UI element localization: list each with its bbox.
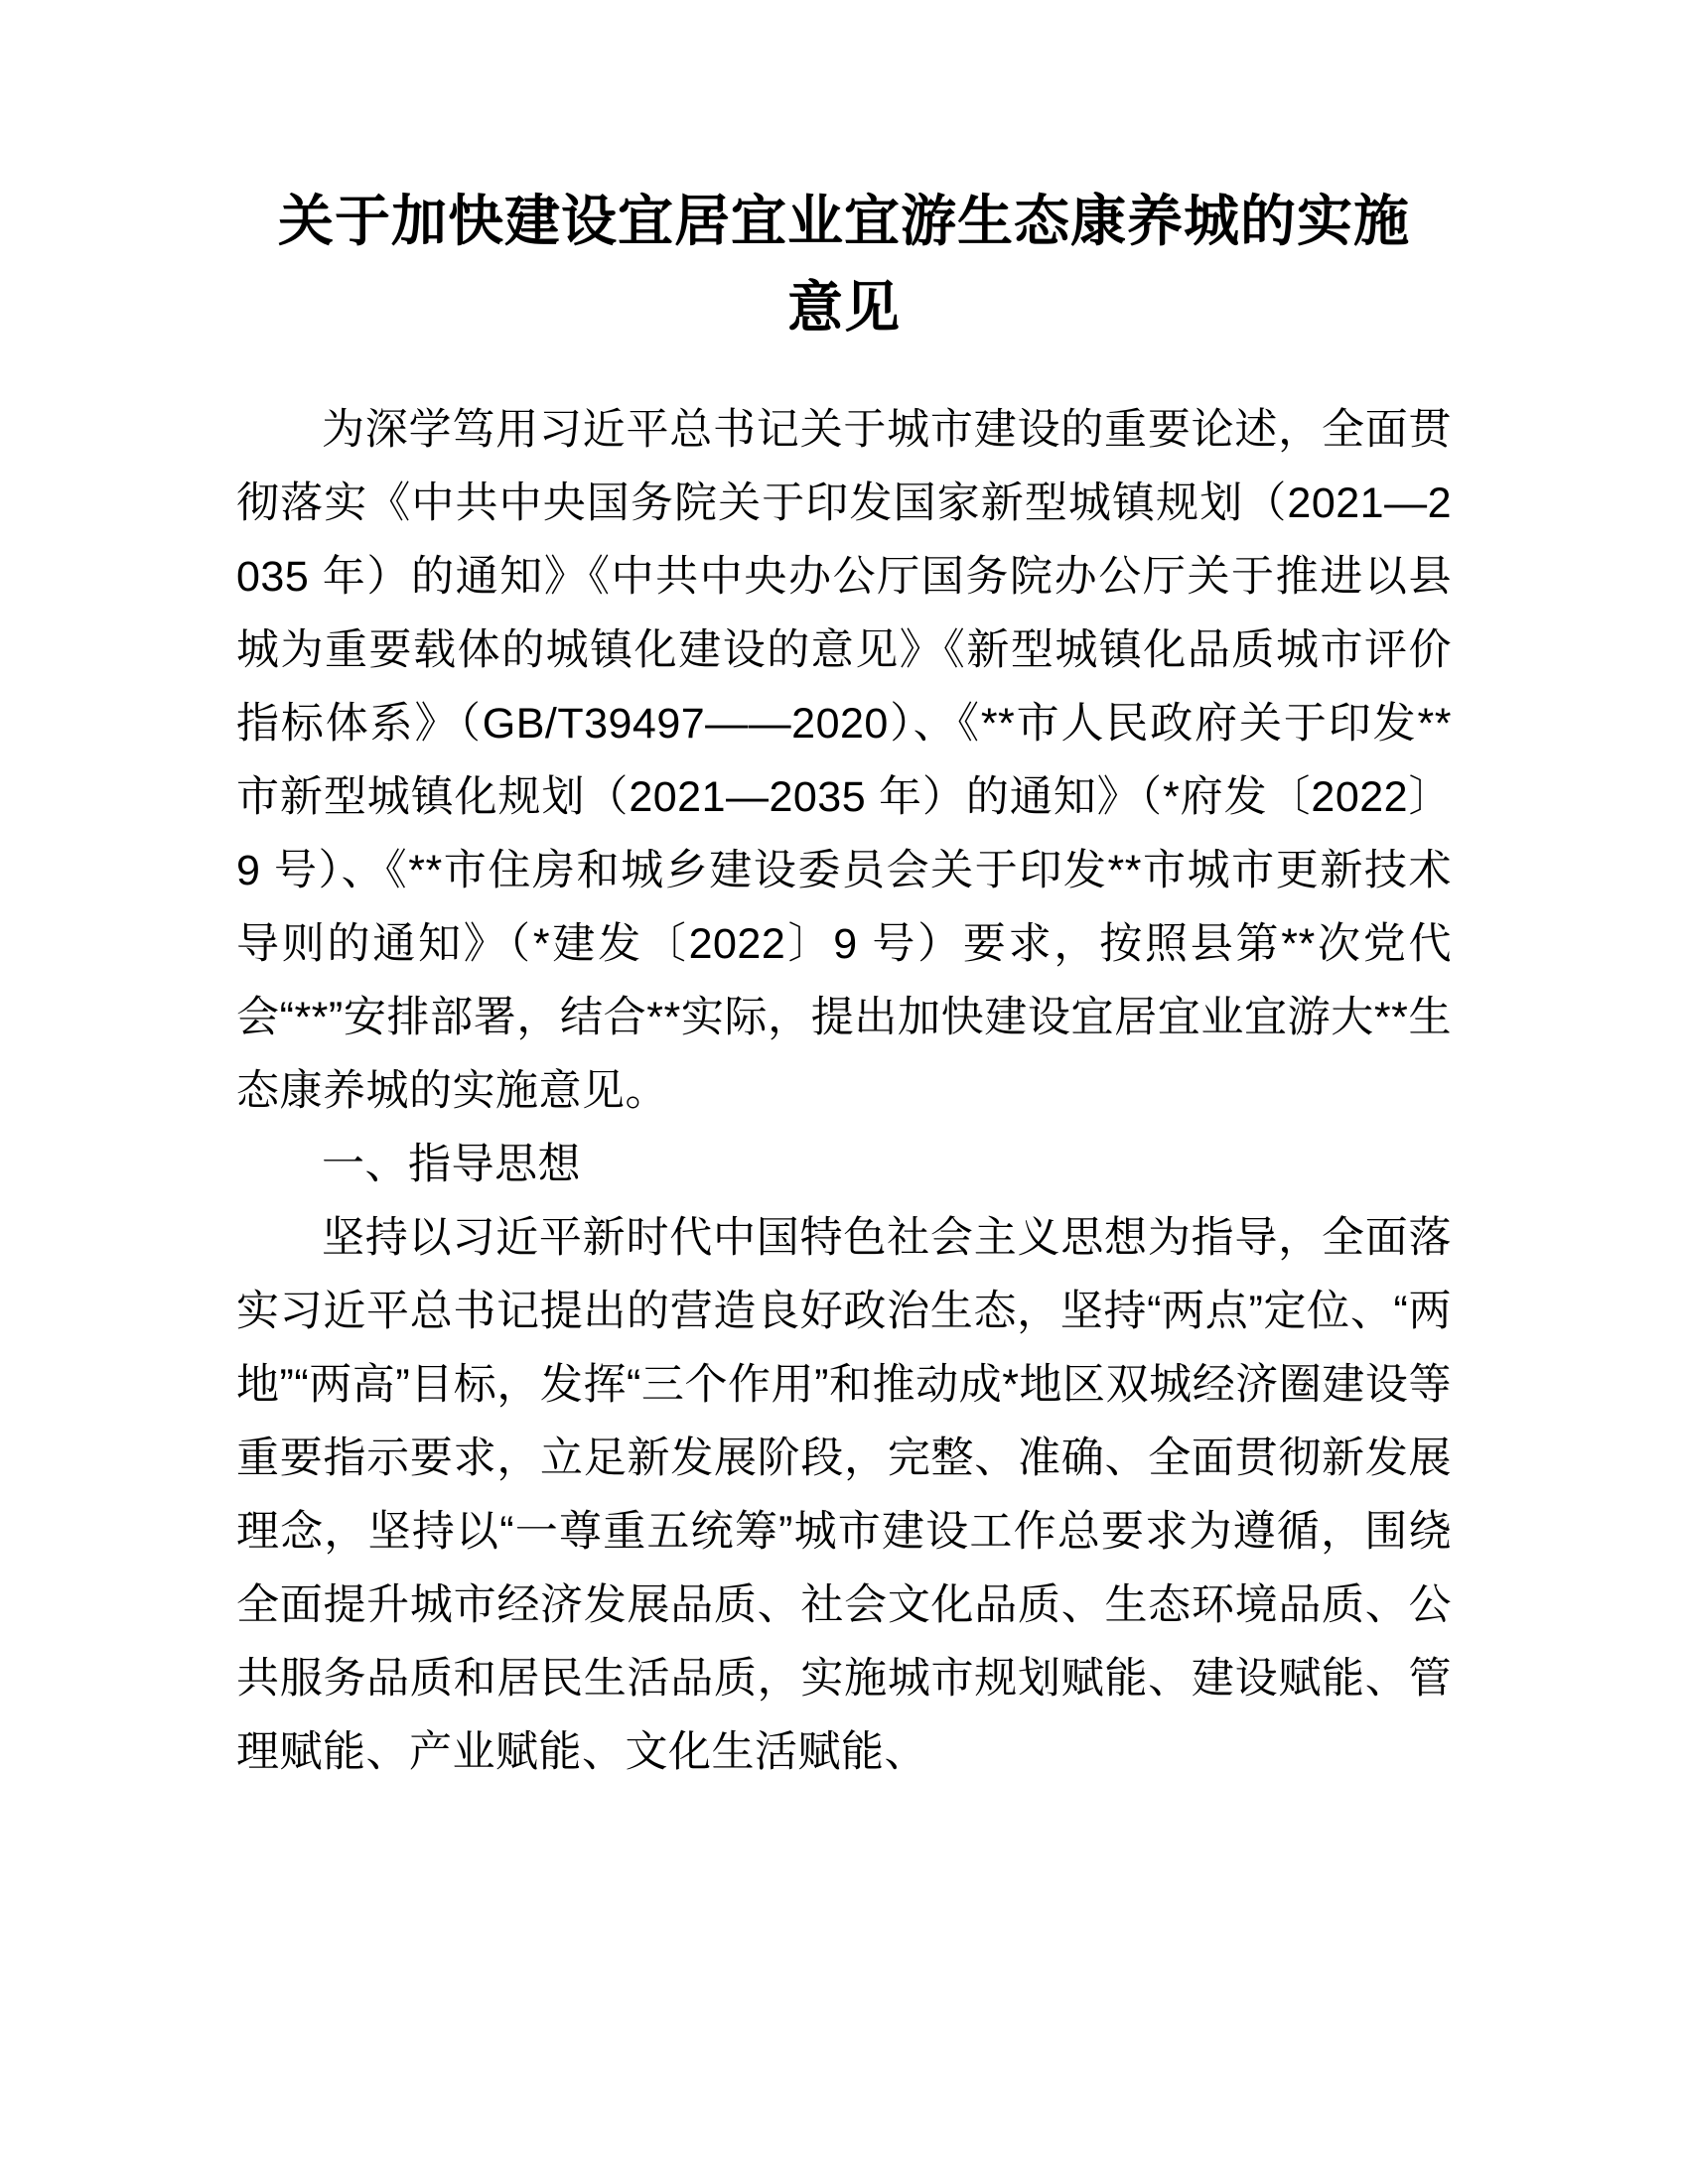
section-heading-guiding-ideology: 一、指导思想 [322,1140,581,1188]
document-title-line1: 关于加快建设宜居宜业宜游生态康养城的实施 [278,190,1410,252]
paragraph-preamble: 为深学笃用习近平总书记关于城市建设的重要论述，全面贯彻落实《中共中央国务院关于印发国家新型城镇规划（2021—2035 年）的通知》《中共中央办公厅国务院办公厅关于推进以县城为重要载体的城镇化建设的意见》《新型城镇化品质城市评价指标体系》（GB/T39497——2020）、《**市人民政府关于印发**市新型城镇化规划（2021—2035 年）的通知》（*府发〔2022〕9 号）、《**市住房和城乡建设委员会关于印发**市城市更新技术导则的通知》（*建发〔2022〕9 号）要求，按照县第**次党代会“**”安排部署，结合**实际，提出加快建设宜居宜业宜游大**生态康养城的实施意见。 [236,405,1452,1115]
document-title [236,179,1452,351]
document-title-line2: 意见 [787,275,901,339]
paragraph-guiding-ideology: 坚持以习近平新时代中国特色社会主义思想为指导，全面落实习近平总书记提出的营造良好政治生态，坚持“两点”定位、“两地”“两高”目标，发挥“三个作用”和推动成*地区双城经济圈建设等重要指示要求，立足新发展阶段，完整、准确、全面贯彻新发展理念，坚持以“一尊重五统筹”城市建设工作总要求为遵循，围绕全面提升城市经济发展品质、社会文化品质、生态环境品质、公共服务品质和居民生活品质，实施城市规划赋能、建设赋能、管理赋能、产业赋能、文化生活赋能、 [236,1213,1452,1776]
